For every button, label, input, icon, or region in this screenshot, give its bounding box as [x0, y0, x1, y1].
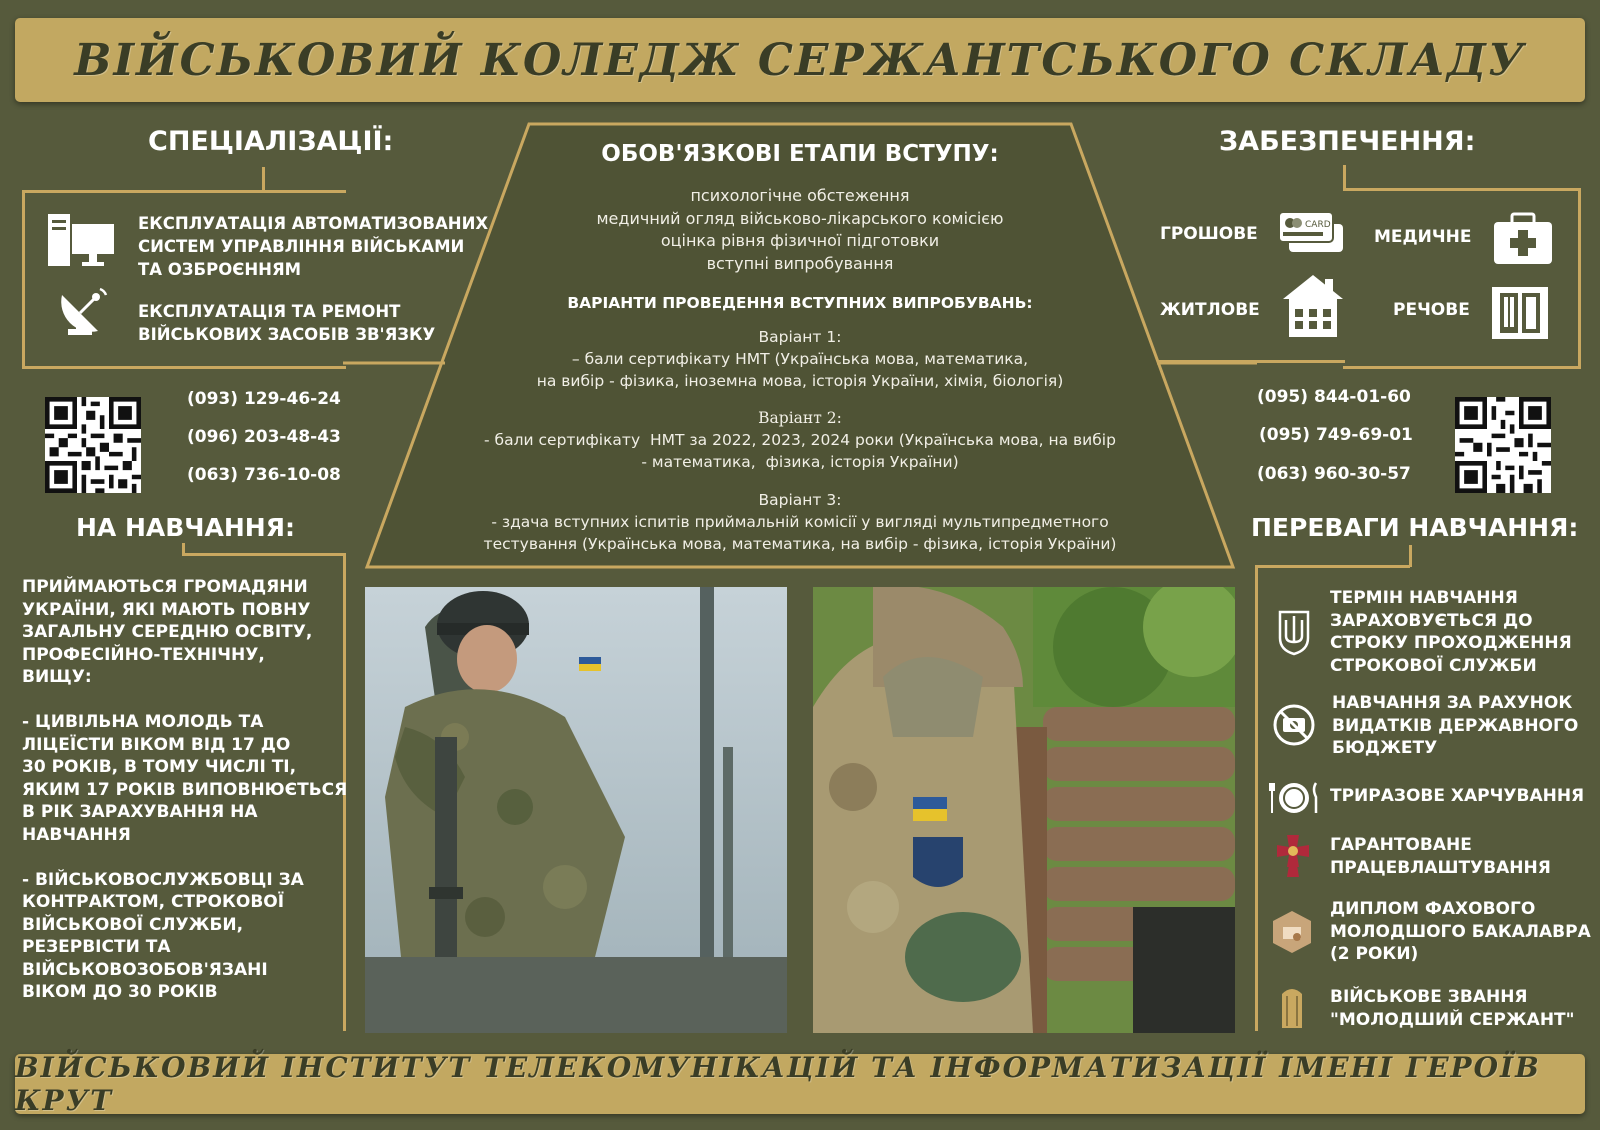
advantage-item-6: ВІЙСЬКОВЕ ЗВАННЯ "МОЛОДШИЙ СЕРЖАНТ": [1330, 987, 1575, 1030]
specializations-heading: СПЕЦІАЛІЗАЦІЇ:: [148, 126, 394, 157]
qr-code-left[interactable]: [45, 397, 141, 493]
variant-2-title: Варіант 2:: [758, 409, 842, 427]
support-frame-bottom: [1157, 360, 1345, 363]
advantage-item-3: ТРИРАЗОВЕ ХАРЧУВАННЯ: [1330, 786, 1585, 806]
footer-banner: [15, 1051, 1585, 1117]
variant-1-title: Варіант 1:: [758, 328, 842, 346]
credit-card-icon: [1277, 210, 1347, 254]
stage-line-2: медичний огляд військово-лікарського комісією: [596, 208, 1004, 228]
phone-right-2[interactable]: (095) 749-69-01: [1259, 425, 1413, 445]
qr-code-right[interactable]: [1455, 397, 1551, 493]
enrollment-frame: [182, 553, 345, 556]
house-icon: [1281, 273, 1345, 339]
enrollment-text: ПРИЙМАЮТЬСЯ ГРОМАДЯНИ УКРАЇНИ, ЯКІ МАЮТЬ ПОВНУ ЗАГАЛЬНУ СЕРЕДНЮ ОСВІТУ, ПРОФЕСІЙНО-ТЕХНІЧНУ, ВИЩУ: - ЦИВІЛЬНА МОЛОДЬ ТА ЛІЦЕЇСТИ ВІКОМ ВІД 17 ДО 30 РОКІВ, В ТОМУ ЧИСЛІ ТІ, ЯКИМ 17 РОКІВ ВИПОВНЮЄТЬСЯ В РІК ЗАРАХУВАННЯ НА НАВЧАННЯ - ВІЙСЬКОВОСЛУЖБОВЦІ ЗА КОНТРАКТОМ, СТРОКОВОЇ ВІЙСЬКОВОЇ СЛУЖБИ, РЕЗЕРВІСТИ ТА ВІЙСЬКОВОЗОБОВ'ЯЗАНІ ВІКОМ ДО 30 РОКІВ: [22, 577, 348, 1002]
computer-icon: [46, 212, 116, 270]
enrollment-frame-tick: [182, 543, 185, 555]
epaulette-icon: [1280, 982, 1304, 1030]
support-medical-label: МЕДИЧНЕ: [1374, 227, 1472, 247]
phone-right-3[interactable]: (063) 960-30-57: [1257, 464, 1411, 484]
stages-heading: ОБОВ'ЯЗКОВІ ЕТАПИ ВСТУПУ:: [601, 141, 999, 167]
phone-right-1[interactable]: (095) 844-01-60: [1257, 387, 1411, 407]
specialization-item-2: ЕКСПЛУАТАЦІЯ ТА РЕМОНТ ВІЙСЬКОВИХ ЗАСОБІВ ЗВ'ЯЗКУ: [138, 302, 436, 344]
medical-kit-icon: [1492, 212, 1554, 266]
support-heading: ЗАБЕЗПЕЧЕННЯ:: [1219, 126, 1476, 157]
photo-soldier-trench: [813, 587, 1235, 1033]
advantages-frame-side: [1255, 565, 1258, 1031]
advantages-heading: ПЕРЕВАГИ НАВЧАННЯ:: [1251, 513, 1579, 542]
stage-line-3: оцінка рівня фізичної підготовки: [660, 231, 940, 250]
variant-2-text: - бали сертифікату НМТ за 2022, 2023, 2024 роки (Українська мова, на вибір - математика, фізика, історія України): [484, 431, 1116, 471]
photo-soldier-antenna: [365, 587, 787, 1033]
military-cross-icon: [1270, 833, 1316, 879]
footer-title: ВІЙСЬКОВИЙ ІНСТИТУТ ТЕЛЕКОМУНІКАЦІЙ ТА ІНФОРМАТИЗАЦІЇ ІМЕНІ ГЕРОЇВ КРУТ: [15, 1051, 1541, 1117]
wardrobe-icon: [1490, 283, 1550, 343]
advantages-frame: [1255, 565, 1410, 568]
specializations-frame-tick: [262, 167, 265, 191]
phone-left-3[interactable]: (063) 736-10-08: [187, 465, 341, 485]
support-clothing-label: РЕЧОВЕ: [1393, 300, 1470, 320]
no-money-icon: [1272, 703, 1316, 747]
advantage-item-2: НАВЧАННЯ ЗА РАХУНОК ВИДАТКІВ ДЕРЖАВНОГО БЮДЖЕТУ: [1332, 693, 1579, 758]
advantage-item-1: ТЕРМІН НАВЧАННЯ ЗАРАХОВУЄТЬСЯ ДО СТРОКУ ПРОХОДЖЕННЯ СТРОКОВОЇ СЛУЖБИ: [1330, 588, 1572, 676]
advantages-frame-tick: [1409, 545, 1412, 567]
plate-cutlery-icon: [1268, 781, 1320, 815]
support-housing-label: ЖИТЛОВЕ: [1160, 300, 1260, 320]
advantage-item-5: ДИПЛОМ ФАХОВОГО МОЛОДШОГО БАКАЛАВРА (2 РОКИ): [1330, 899, 1591, 964]
trident-icon: [1276, 608, 1312, 656]
phone-left-1[interactable]: (093) 129-46-24: [187, 389, 341, 409]
enrollment-heading: НА НАВЧАННЯ:: [76, 513, 295, 542]
support-frame-tick: [1343, 165, 1346, 190]
specialization-item-1: ЕКСПЛУАТАЦІЯ АВТОМАТИЗОВАНИХ СИСТЕМ УПРАВЛІННЯ ВІЙСЬКАМИ ТА ОЗБРОЄННЯМ: [138, 214, 489, 279]
satellite-dish-icon: [54, 283, 110, 341]
credit-card-text: CARD: [1305, 220, 1331, 230]
advantage-item-4: ГАРАНТОВАНЕ ПРАЦЕВЛАШТУВАННЯ: [1330, 835, 1551, 878]
phone-left-2[interactable]: (096) 203-48-43: [187, 427, 341, 447]
variants-heading: ВАРІАНТИ ПРОВЕДЕННЯ ВСТУПНИХ ВИПРОБУВАНЬ:: [567, 294, 1033, 312]
diploma-icon: [1271, 909, 1313, 955]
variant-1-text: – бали сертифікату НМТ (Українська мова, математика, на вибір - фізика, іноземна мова, історія України, хімія, біологія): [536, 350, 1064, 390]
support-money-label: ГРОШОВЕ: [1160, 224, 1258, 244]
variant-3-text: - здача вступних іспитів приймальній комісії у вигляді мультипредметного тестування (Українська мова, математика, на вибір - фізика, історія України): [483, 513, 1117, 553]
variant-3-title: Варіант 3:: [758, 491, 842, 509]
stage-line-4: вступні випробування: [706, 253, 894, 273]
stage-line-1: психологічне обстеження: [690, 186, 910, 205]
header-title: ВІЙСЬКОВИЙ КОЛЕДЖ СЕРЖАНТСЬКОГО СКЛАДУ: [74, 34, 1526, 86]
